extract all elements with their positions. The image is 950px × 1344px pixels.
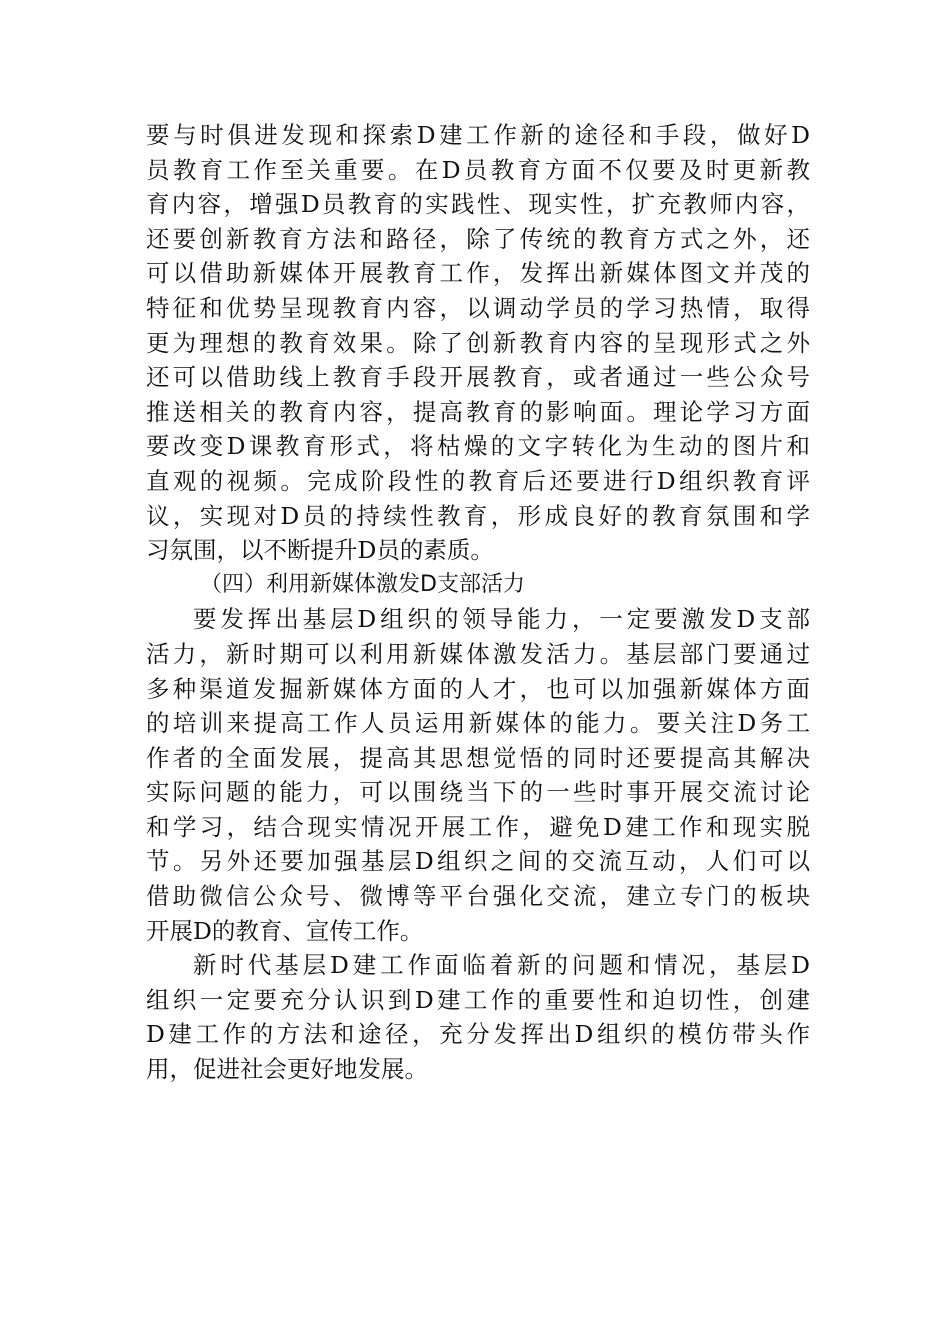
text-line: 还可以借助线上教育手段开展教育，或者通过一些公众号 (146, 363, 810, 392)
section-heading: （四）利用新媒体激发D支部活力 (200, 571, 525, 597)
text-line: 直观的视频。完成阶段性的教育后还要进行D组织教育评 (146, 466, 810, 495)
text-line: 员教育工作至关重要。在D员教育方面不仅要及时更新教 (146, 155, 810, 184)
text-line: 活力，新时期可以利用新媒体激发活力。基层部门要通过 (146, 639, 810, 668)
text-line: 新时代基层D建工作面临着新的问题和情况，基层D (193, 951, 810, 980)
text-line: 和学习，结合现实情况开展工作，避免D建工作和现实脱 (146, 812, 810, 841)
text-line: 习氛围，以不断提升D员的素质。 (146, 536, 494, 565)
text-line: 可以借助新媒体开展教育工作，发挥出新媒体图文并茂的 (146, 259, 810, 288)
paragraph-2 (146, 602, 810, 948)
text-line: 用，促进社会更好地发展。 (146, 1055, 428, 1084)
text-line: 特征和优势呈现教育内容，以调动学员的学习热情，取得 (146, 293, 810, 322)
text-line: 开展D的教育、宣传工作。 (146, 916, 424, 945)
text-line: 多种渠道发掘新媒体方面的人才，也可以加强新媒体方面 (146, 674, 810, 703)
paragraph-3 (146, 948, 810, 1086)
text-line: 还要创新教育方法和路径，除了传统的教育方式之外，还 (146, 224, 810, 253)
text-line: 的培训来提高工作人员运用新媒体的能力。要关注D务工 (146, 709, 810, 738)
text-line: D建工作的方法和途径，充分发挥出D组织的模仿带头作 (146, 1020, 810, 1049)
text-line: 育内容，增强D员教育的实践性、现实性，扩充教师内容， (146, 190, 810, 219)
text-line: 借助微信公众号、微博等平台强化交流，建立专门的板块 (146, 882, 810, 911)
document-body (146, 118, 810, 1087)
text-line: 议，实现对D员的持续性教育，形成良好的教育氛围和学 (146, 501, 810, 530)
text-line: 推送相关的教育内容，提高教育的影响面。理论学习方面 (146, 397, 810, 426)
text-line: 要与时俱进发现和探索D建工作新的途径和手段，做好D (146, 121, 810, 149)
text-line: 组织一定要充分认识到D建工作的重要性和迫切性，创建 (146, 985, 810, 1014)
text-line: 节。另外还要加强基层D组织之间的交流互动，人们可以 (146, 847, 810, 876)
text-line: 作者的全面发展，提高其思想觉悟的同时还要提高其解决 (146, 743, 810, 772)
text-line: 要发挥出基层D组织的领导能力，一定要激发D支部 (193, 605, 810, 634)
paragraph-1 (146, 118, 810, 568)
text-line: 要改变D课教育形式，将枯燥的文字转化为生动的图片和 (146, 432, 810, 461)
text-line: 实际问题的能力，可以围绕当下的一些时事开展交流讨论 (146, 778, 810, 807)
text-line: 更为理想的教育效果。除了创新教育内容的呈现形式之外 (146, 328, 810, 357)
